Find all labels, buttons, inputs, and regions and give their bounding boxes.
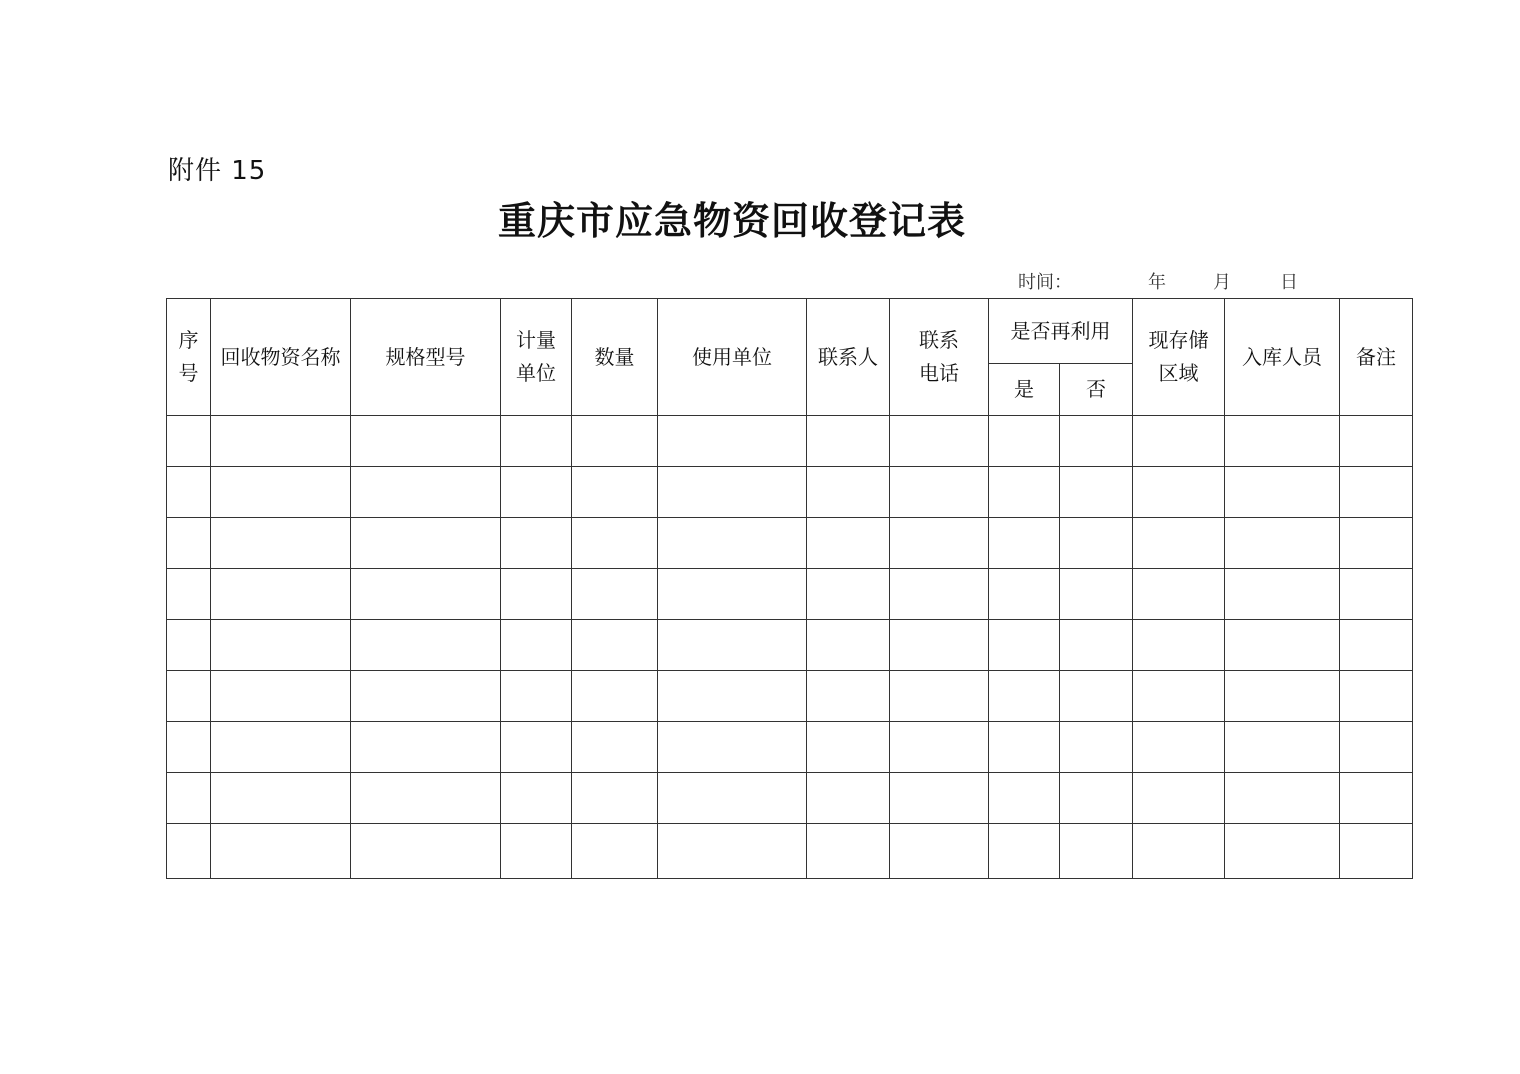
cell-reuse-yes[interactable] bbox=[989, 722, 1060, 773]
cell-item-name[interactable] bbox=[211, 569, 351, 620]
col-header-storage-text: 现存储 区域 bbox=[1148, 328, 1209, 385]
cell-remark[interactable] bbox=[1340, 569, 1413, 620]
cell-quantity[interactable] bbox=[572, 416, 658, 467]
cell-user-unit[interactable] bbox=[658, 467, 807, 518]
cell-spec[interactable] bbox=[351, 416, 501, 467]
cell-spec[interactable] bbox=[351, 722, 501, 773]
cell-staff[interactable] bbox=[1225, 671, 1340, 722]
cell-reuse-no[interactable] bbox=[1060, 671, 1133, 722]
table-body bbox=[167, 416, 1413, 879]
col-header-reuse: 是否再利用 bbox=[989, 299, 1133, 364]
date-year-label: 年 bbox=[1148, 272, 1166, 293]
cell-phone[interactable] bbox=[890, 569, 989, 620]
col-header-staff: 入库人员 bbox=[1225, 299, 1340, 416]
cell-seq[interactable] bbox=[167, 773, 211, 824]
cell-reuse-yes[interactable] bbox=[989, 518, 1060, 569]
cell-reuse-yes[interactable] bbox=[989, 773, 1060, 824]
cell-contact[interactable] bbox=[807, 671, 890, 722]
cell-storage[interactable] bbox=[1133, 722, 1225, 773]
col-header-seq bbox=[167, 299, 211, 416]
cell-user-unit[interactable] bbox=[658, 569, 807, 620]
cell-contact[interactable] bbox=[807, 620, 890, 671]
cell-remark[interactable] bbox=[1340, 620, 1413, 671]
cell-storage[interactable] bbox=[1133, 569, 1225, 620]
cell-phone[interactable] bbox=[890, 416, 989, 467]
cell-item-name[interactable] bbox=[211, 518, 351, 569]
cell-reuse-no[interactable] bbox=[1060, 467, 1133, 518]
cell-unit[interactable] bbox=[501, 824, 572, 879]
cell-unit[interactable] bbox=[501, 569, 572, 620]
cell-staff[interactable] bbox=[1225, 824, 1340, 879]
cell-contact[interactable] bbox=[807, 467, 890, 518]
cell-reuse-no[interactable] bbox=[1060, 416, 1133, 467]
table-row bbox=[167, 824, 1413, 879]
cell-storage[interactable] bbox=[1133, 824, 1225, 879]
cell-seq[interactable] bbox=[167, 518, 211, 569]
cell-staff[interactable] bbox=[1225, 620, 1340, 671]
cell-storage[interactable] bbox=[1133, 620, 1225, 671]
cell-item-name[interactable] bbox=[211, 773, 351, 824]
cell-quantity[interactable] bbox=[572, 671, 658, 722]
cell-reuse-yes[interactable] bbox=[989, 824, 1060, 879]
cell-unit[interactable] bbox=[501, 467, 572, 518]
registration-table bbox=[166, 298, 1413, 879]
cell-quantity[interactable] bbox=[572, 773, 658, 824]
col-header-remark: 备注 bbox=[1340, 299, 1413, 416]
cell-staff[interactable] bbox=[1225, 467, 1340, 518]
cell-reuse-yes[interactable] bbox=[989, 416, 1060, 467]
cell-staff[interactable] bbox=[1225, 416, 1340, 467]
cell-spec[interactable] bbox=[351, 518, 501, 569]
col-header-spec: 规格型号 bbox=[351, 299, 501, 416]
cell-phone[interactable] bbox=[890, 518, 989, 569]
date-month-label: 月 bbox=[1213, 272, 1231, 293]
table-row bbox=[167, 467, 1413, 518]
cell-reuse-no[interactable] bbox=[1060, 518, 1133, 569]
cell-unit[interactable] bbox=[501, 416, 572, 467]
cell-spec[interactable] bbox=[351, 824, 501, 879]
cell-reuse-yes[interactable] bbox=[989, 620, 1060, 671]
cell-user-unit[interactable] bbox=[658, 773, 807, 824]
form-title: 重庆市应急物资回收登记表 bbox=[497, 198, 966, 243]
col-header-reuse-no: 否 bbox=[1060, 364, 1133, 416]
cell-unit[interactable] bbox=[501, 773, 572, 824]
col-header-storage bbox=[1133, 299, 1225, 416]
cell-unit[interactable] bbox=[501, 671, 572, 722]
col-header-user-unit: 使用单位 bbox=[658, 299, 807, 416]
cell-spec[interactable] bbox=[351, 569, 501, 620]
table-row bbox=[167, 416, 1413, 467]
col-header-phone bbox=[890, 299, 989, 416]
cell-seq[interactable] bbox=[167, 722, 211, 773]
cell-reuse-no[interactable] bbox=[1060, 569, 1133, 620]
cell-remark[interactable] bbox=[1340, 671, 1413, 722]
cell-staff[interactable] bbox=[1225, 722, 1340, 773]
cell-remark[interactable] bbox=[1340, 722, 1413, 773]
cell-staff[interactable] bbox=[1225, 569, 1340, 620]
cell-quantity[interactable] bbox=[572, 620, 658, 671]
cell-item-name[interactable] bbox=[211, 416, 351, 467]
cell-contact[interactable] bbox=[807, 416, 890, 467]
cell-unit[interactable] bbox=[501, 518, 572, 569]
cell-user-unit[interactable] bbox=[658, 416, 807, 467]
cell-user-unit[interactable] bbox=[658, 824, 807, 879]
cell-storage[interactable] bbox=[1133, 416, 1225, 467]
col-header-phone-text: 联系 电话 bbox=[919, 328, 959, 385]
cell-item-name[interactable] bbox=[211, 671, 351, 722]
cell-spec[interactable] bbox=[351, 467, 501, 518]
cell-seq[interactable] bbox=[167, 620, 211, 671]
col-header-reuse-yes: 是 bbox=[989, 364, 1060, 416]
col-header-contact: 联系人 bbox=[807, 299, 890, 416]
table-row bbox=[167, 569, 1413, 620]
cell-phone[interactable] bbox=[890, 824, 989, 879]
table-row bbox=[167, 773, 1413, 824]
cell-item-name[interactable] bbox=[211, 620, 351, 671]
cell-unit[interactable] bbox=[501, 722, 572, 773]
date-prefix: 时间： bbox=[1018, 272, 1072, 293]
cell-contact[interactable] bbox=[807, 824, 890, 879]
cell-seq[interactable] bbox=[167, 416, 211, 467]
cell-staff[interactable] bbox=[1225, 518, 1340, 569]
table-row bbox=[167, 722, 1413, 773]
cell-contact[interactable] bbox=[807, 518, 890, 569]
cell-contact[interactable] bbox=[807, 569, 890, 620]
col-header-quantity: 数量 bbox=[572, 299, 658, 416]
cell-phone[interactable] bbox=[890, 467, 989, 518]
col-header-unit-text: 计量 单位 bbox=[516, 328, 556, 385]
table-row bbox=[167, 518, 1413, 569]
cell-phone[interactable] bbox=[890, 722, 989, 773]
cell-remark[interactable] bbox=[1340, 467, 1413, 518]
cell-quantity[interactable] bbox=[572, 467, 658, 518]
cell-reuse-no[interactable] bbox=[1060, 620, 1133, 671]
table-row bbox=[167, 620, 1413, 671]
cell-reuse-no[interactable] bbox=[1060, 824, 1133, 879]
cell-reuse-yes[interactable] bbox=[989, 467, 1060, 518]
cell-user-unit[interactable] bbox=[658, 518, 807, 569]
cell-reuse-no[interactable] bbox=[1060, 773, 1133, 824]
cell-storage[interactable] bbox=[1133, 773, 1225, 824]
cell-storage[interactable] bbox=[1133, 671, 1225, 722]
cell-seq[interactable] bbox=[167, 824, 211, 879]
cell-reuse-yes[interactable] bbox=[989, 569, 1060, 620]
cell-spec[interactable] bbox=[351, 620, 501, 671]
col-header-unit bbox=[501, 299, 572, 416]
cell-seq[interactable] bbox=[167, 671, 211, 722]
cell-quantity[interactable] bbox=[572, 722, 658, 773]
cell-staff[interactable] bbox=[1225, 773, 1340, 824]
cell-user-unit[interactable] bbox=[658, 671, 807, 722]
cell-remark[interactable] bbox=[1340, 773, 1413, 824]
cell-user-unit[interactable] bbox=[658, 722, 807, 773]
cell-phone[interactable] bbox=[890, 620, 989, 671]
cell-contact[interactable] bbox=[807, 773, 890, 824]
cell-seq[interactable] bbox=[167, 569, 211, 620]
table-row bbox=[167, 671, 1413, 722]
col-header-seq-text: 序 号 bbox=[178, 328, 199, 385]
cell-storage[interactable] bbox=[1133, 518, 1225, 569]
cell-quantity[interactable] bbox=[572, 569, 658, 620]
table-header-row bbox=[167, 299, 1413, 364]
cell-reuse-yes[interactable] bbox=[989, 671, 1060, 722]
cell-phone[interactable] bbox=[890, 671, 989, 722]
cell-remark[interactable] bbox=[1340, 518, 1413, 569]
cell-remark[interactable] bbox=[1340, 824, 1413, 879]
cell-spec[interactable] bbox=[351, 671, 501, 722]
date-day-label: 日 bbox=[1280, 272, 1298, 293]
cell-item-name[interactable] bbox=[211, 824, 351, 879]
cell-quantity[interactable] bbox=[572, 824, 658, 879]
cell-remark[interactable] bbox=[1340, 416, 1413, 467]
attachment-label: 附件 15 bbox=[168, 156, 267, 186]
col-header-item-name: 回收物资名称 bbox=[211, 299, 351, 416]
cell-quantity[interactable] bbox=[572, 518, 658, 569]
cell-unit[interactable] bbox=[501, 620, 572, 671]
cell-storage[interactable] bbox=[1133, 467, 1225, 518]
cell-reuse-no[interactable] bbox=[1060, 722, 1133, 773]
cell-item-name[interactable] bbox=[211, 722, 351, 773]
cell-item-name[interactable] bbox=[211, 467, 351, 518]
cell-spec[interactable] bbox=[351, 773, 501, 824]
cell-phone[interactable] bbox=[890, 773, 989, 824]
cell-contact[interactable] bbox=[807, 722, 890, 773]
cell-user-unit[interactable] bbox=[658, 620, 807, 671]
cell-seq[interactable] bbox=[167, 467, 211, 518]
